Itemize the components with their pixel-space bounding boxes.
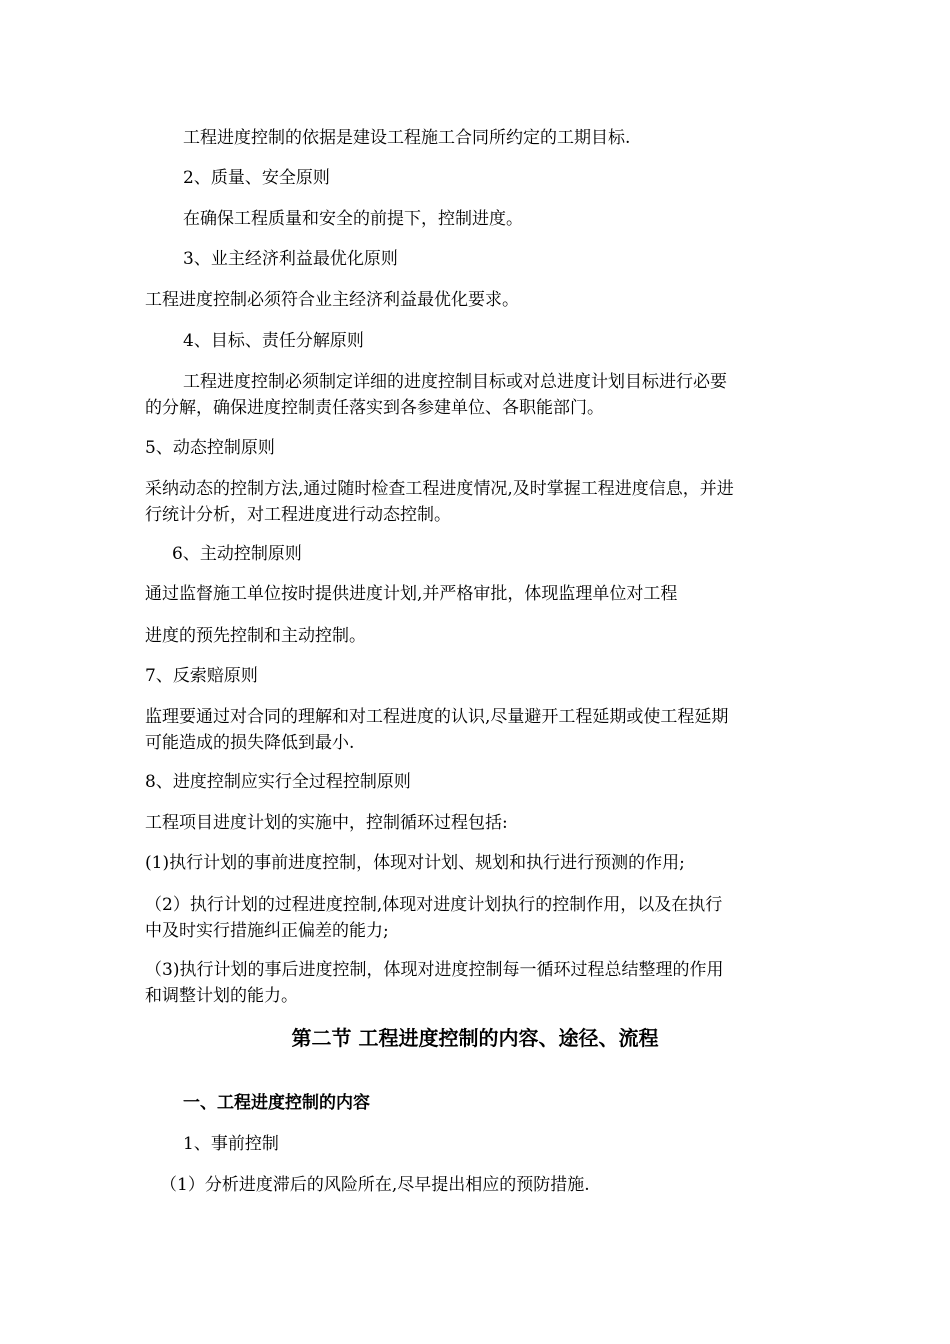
paragraph-target-decomposition-line2: 的分解，确保进度控制责任落实到各参建单位、各职能部门。: [145, 398, 604, 418]
paragraph-schedule-basis: 工程进度控制的依据是建设工程施工合同所约定的工期目标.: [183, 128, 631, 148]
section-title: 第二节 工程进度控制的内容、途径、流程: [291, 1026, 659, 1050]
paragraph-dynamic-control-line2: 行统计分析，对工程进度进行动态控制。: [145, 505, 451, 525]
paragraph-anti-claim-line1: 监理要通过对合同的理解和对工程进度的认识,尽量避开工程延期或使工程延期: [145, 707, 729, 727]
heading-quality-safety-principle: 2、质量、安全原则: [183, 168, 330, 188]
paragraph-active-control-line1: 通过监督施工单位按时提供进度计划,并严格审批，体现监理单位对工程: [145, 584, 678, 604]
paragraph-owner-benefit: 工程进度控制必须符合业主经济利益最优化要求。: [145, 290, 519, 310]
section-subheading: 一、工程进度控制的内容: [183, 1093, 370, 1113]
paragraph-control-cycle: 工程项目进度计划的实施中，控制循环过程包括:: [145, 813, 508, 833]
list-item-post-control-line2: 和调整计划的能力。: [145, 986, 298, 1006]
list-item-process-control-line1: （2）执行计划的过程进度控制,体现对进度计划执行的控制作用，以及在执行: [145, 895, 723, 915]
heading-full-process-principle: 8、进度控制应实行全过程控制原则: [145, 772, 411, 792]
paragraph-dynamic-control-line1: 采纳动态的控制方法,通过随时检查工程进度情况,及时掌握工程进度信息，并进: [145, 479, 734, 499]
list-item-risk-analysis: （1）分析进度滞后的风险所在,尽早提出相应的预防措施.: [160, 1175, 590, 1195]
list-item-pre-control: (1)执行计划的事前进度控制，体现对计划、规划和执行进行预测的作用;: [145, 853, 685, 873]
heading-dynamic-control-principle: 5、动态控制原则: [145, 438, 275, 458]
list-item-process-control-line2: 中及时实行措施纠正偏差的能力;: [145, 921, 389, 941]
heading-target-decomposition-principle: 4、目标、责任分解原则: [183, 331, 364, 351]
heading-owner-benefit-principle: 3、业主经济利益最优化原则: [183, 249, 398, 269]
heading-active-control-principle: 6、主动控制原则: [172, 544, 302, 564]
list-item-pre-control-heading: 1、事前控制: [183, 1134, 279, 1154]
paragraph-active-control-line2: 进度的预先控制和主动控制。: [145, 626, 366, 646]
paragraph-anti-claim-line2: 可能造成的损失降低到最小.: [145, 733, 355, 753]
heading-anti-claim-principle: 7、反索赔原则: [145, 666, 258, 686]
list-item-post-control-line1: （3)执行计划的事后进度控制，体现对进度控制每一循环过程总结整理的作用: [145, 960, 724, 980]
paragraph-target-decomposition-line1: 工程进度控制必须制定详细的进度控制目标或对总进度计划目标进行必要: [183, 372, 727, 392]
paragraph-quality-safety: 在确保工程质量和安全的前提下，控制进度。: [183, 209, 523, 229]
